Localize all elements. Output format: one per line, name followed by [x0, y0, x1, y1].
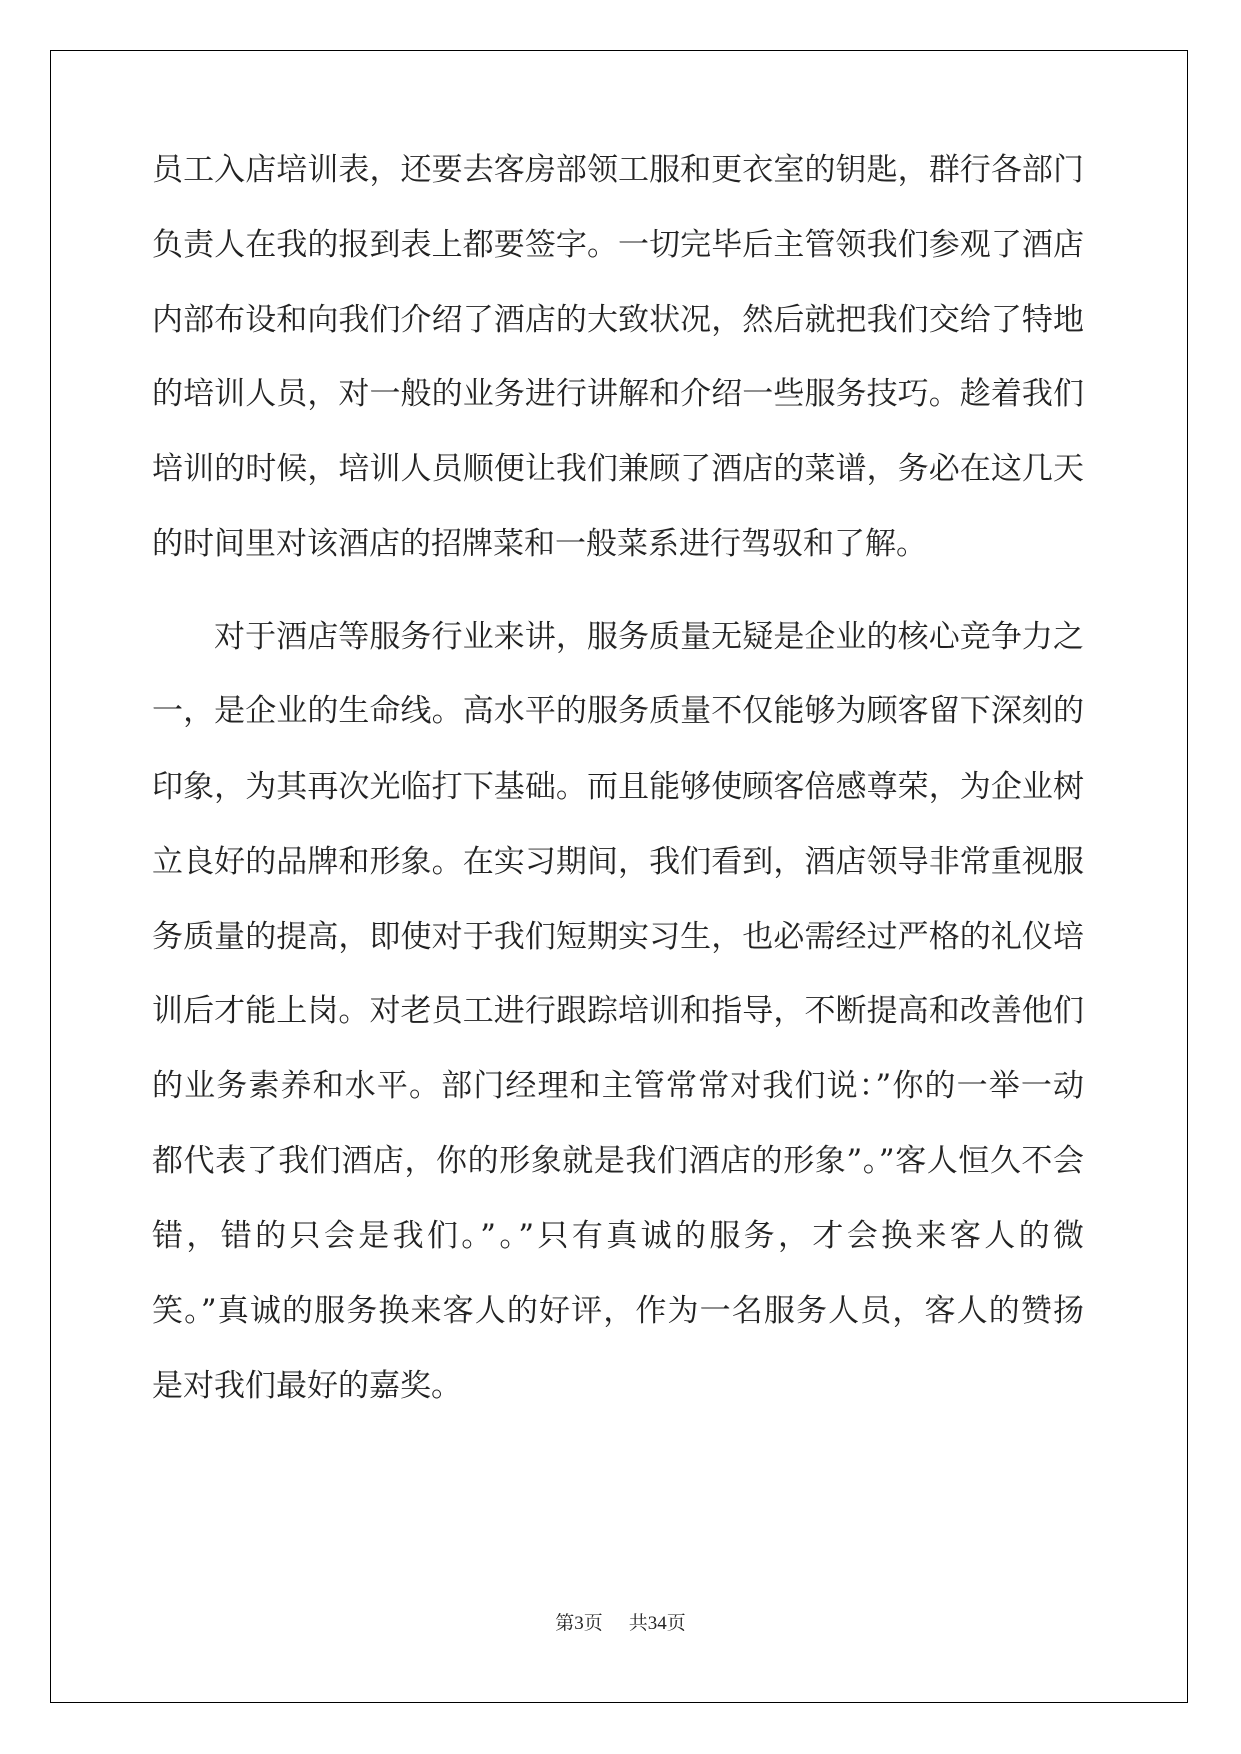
paragraph-line: 印象，为其再次光临打下基础。而且能够使顾客倍感尊荣，为企业树: [152, 769, 1084, 805]
page-number: 第3页: [555, 1613, 603, 1634]
paragraph-line: 训后才能上岗。对老员工进行跟踪培训和指导，不断提高和改善他们: [152, 993, 1084, 1029]
paragraph-line: 立良好的品牌和形象。在实习期间，我们看到，酒店领导非常重视服: [152, 844, 1084, 880]
paragraph-line: 对于酒店等服务行业来讲，服务质量无疑是企业的核心竞争力之: [214, 619, 1084, 655]
paragraph-line: 都代表了我们酒店，你的形象就是我们酒店的形象”。”客人恒久不会: [152, 1143, 1084, 1179]
paragraph-line: 笑。”真诚的服务换来客人的好评，作为一名服务人员，客人的赞扬: [152, 1293, 1084, 1329]
page-total: 共34页: [628, 1613, 686, 1634]
paragraph-line: 负责人在我的报到表上都要签字。一切完毕后主管领我们参观了酒店: [152, 227, 1084, 263]
paragraph-line: 的培训人员，对一般的业务进行讲解和介绍一些服务技巧。趁着我们: [152, 376, 1084, 412]
paragraph-line: 是对我们最好的嘉奖。: [152, 1368, 462, 1404]
paragraph-line: 内部布设和向我们介绍了酒店的大致状况，然后就把我们交给了特地: [152, 302, 1084, 338]
page-footer: [0, 1608, 1241, 1635]
paragraph-line: 一，是企业的生命线。高水平的服务质量不仅能够为顾客留下深刻的: [152, 693, 1084, 729]
paragraph-line: 员工入店培训表，还要去客房部领工服和更衣室的钥匙，群行各部门: [152, 152, 1084, 188]
paragraph-line: 错，错的只会是我们。”。”只有真诚的服务，才会换来客人的微: [152, 1218, 1084, 1254]
paragraph-line: 的业务素养和水平。部门经理和主管常常对我们说：”你的一举一动: [152, 1068, 1084, 1104]
paragraph-line: 务质量的提高，即使对于我们短期实习生，也必需经过严格的礼仪培: [152, 919, 1084, 955]
paragraph-line: 培训的时候，培训人员顺便让我们兼顾了酒店的菜谱，务必在这几天: [152, 451, 1084, 487]
paragraph-line: 的时间里对该酒店的招牌菜和一般菜系进行驾驭和了解。: [152, 526, 927, 562]
